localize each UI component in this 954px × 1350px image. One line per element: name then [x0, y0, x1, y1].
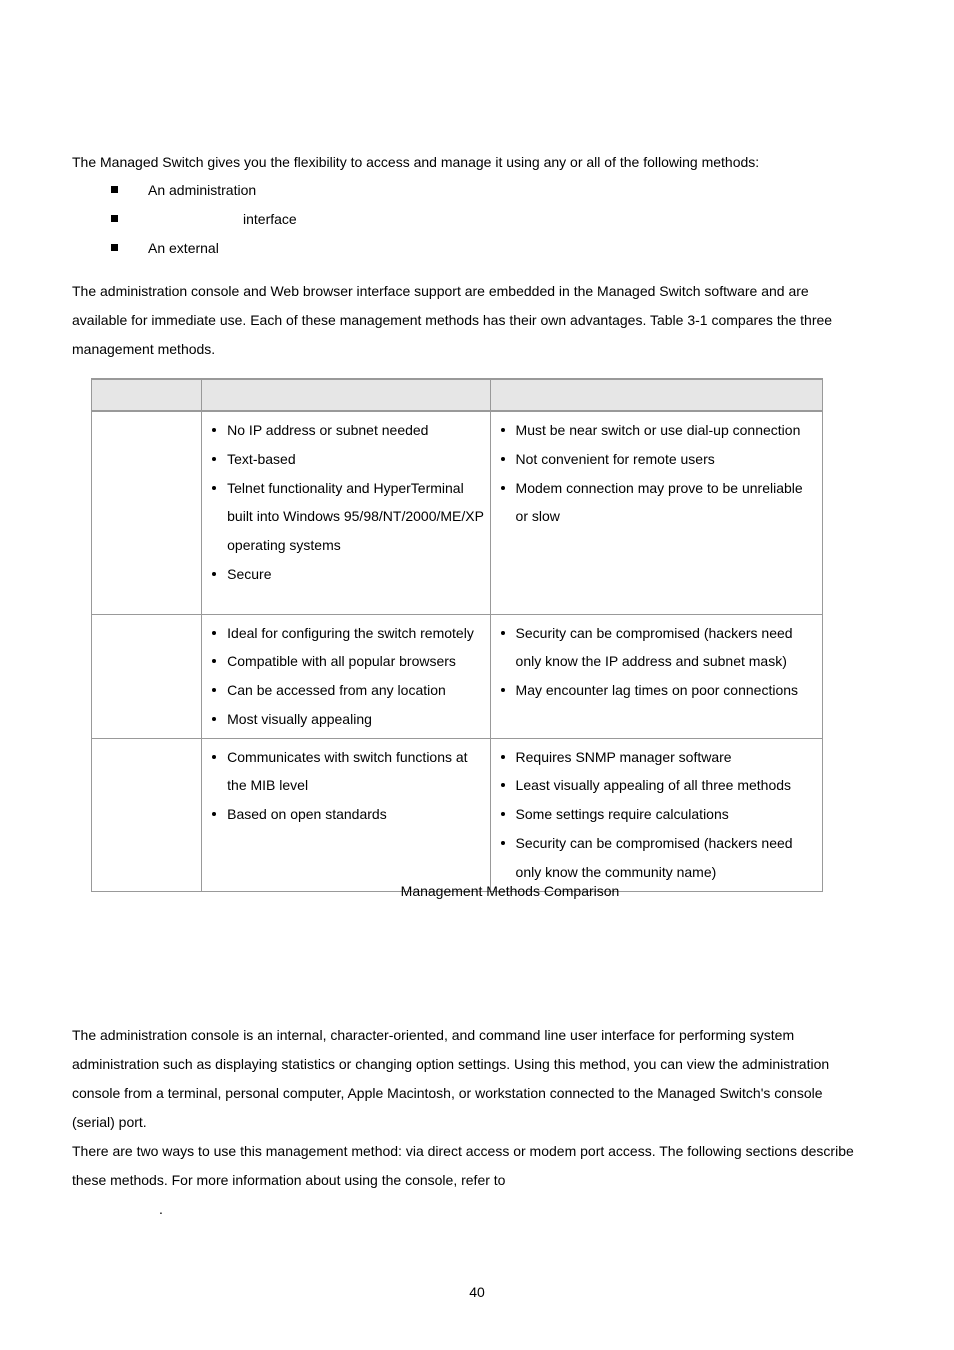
- paragraph-line: The administration console is an internal, character-oriented, and command line user interface for performing system: [72, 1027, 795, 1043]
- advantages-cell: [202, 738, 490, 891]
- advantages-cell: [202, 614, 490, 738]
- paragraph-line: (serial) port.: [72, 1114, 147, 1130]
- intro-text: The Managed Switch gives you the flexibility to access and manage it using any or all of the following methods:: [72, 154, 760, 170]
- header-cell-disadvantages: [490, 379, 822, 411]
- advantages-cell: [202, 411, 490, 614]
- table-header-row: [92, 379, 823, 411]
- paragraph-line: There are two ways to use this management method: via direct access or modem port access. The following sections describe: [72, 1143, 854, 1159]
- advantages-list: [202, 739, 489, 833]
- paragraph-line: available for immediate use. Each of these management methods has their own advantages. Table 3-1 compares the three: [72, 312, 833, 328]
- header-cell-method: [92, 379, 202, 411]
- table-caption: Management Methods Comparison: [400, 883, 620, 899]
- comparison-table: [91, 378, 823, 892]
- paragraph-line: The administration console and Web browser interface support are embedded in the Managed Switch software and are: [72, 283, 809, 299]
- list-item: Modem connection may prove to be unreliable or slow: [491, 474, 818, 532]
- advantages-list: [202, 615, 489, 738]
- list-item: Can be accessed from any location: [202, 676, 485, 705]
- page-number: 40: [469, 1284, 485, 1300]
- header-cell-advantages: [202, 379, 490, 411]
- list-item: Security can be compromised (hackers need only know the IP address and subnet mask): [491, 619, 818, 677]
- list-item: Most visually appealing: [202, 705, 485, 734]
- list-item: Based on open standards: [202, 800, 485, 829]
- disadvantages-list: [491, 615, 822, 709]
- table-row: [92, 614, 823, 738]
- list-item: Not convenient for remote users: [491, 445, 818, 474]
- list-item: Text-based: [202, 445, 485, 474]
- bullet-item: An external: [148, 240, 219, 256]
- trailing-period: .: [159, 1201, 163, 1217]
- paragraph-line: these methods. For more information about using the console, refer to: [72, 1172, 506, 1188]
- disadvantages-cell: [490, 614, 822, 738]
- list-item: Communicates with switch functions at the MIB level: [202, 743, 485, 801]
- list-item: Requires SNMP manager software: [491, 743, 818, 772]
- list-item: Compatible with all popular browsers: [202, 647, 485, 676]
- list-item: Least visually appealing of all three methods: [491, 771, 818, 800]
- disadvantages-cell: [490, 738, 822, 891]
- list-item: Some settings require calculations: [491, 800, 818, 829]
- bullet-item: An administration: [148, 182, 257, 198]
- advantages-list: [202, 412, 489, 593]
- square-bullet-icon: [111, 244, 118, 251]
- square-bullet-icon: [111, 186, 118, 193]
- list-item: May encounter lag times on poor connections: [491, 676, 818, 705]
- square-bullet-icon: [111, 215, 118, 222]
- disadvantages-list: [491, 412, 822, 535]
- disadvantages-list: [491, 739, 822, 891]
- bullet-item: interface: [243, 211, 297, 227]
- method-cell: [92, 738, 202, 891]
- list-item: Must be near switch or use dial-up connection: [491, 416, 818, 445]
- paragraph-line: console from a terminal, personal computer, Apple Macintosh, or workstation connected to the Managed Switch's console: [72, 1085, 823, 1101]
- list-item: Security can be compromised (hackers need only know the community name): [491, 829, 818, 887]
- paragraph-line: management methods.: [72, 341, 216, 357]
- list-item: Ideal for configuring the switch remotely: [202, 619, 485, 648]
- paragraph-line: administration such as displaying statistics or changing option settings. Using this method, you can view the administration: [72, 1056, 830, 1072]
- list-item: Telnet functionality and HyperTerminal built into Windows 95/98/NT/2000/ME/XP operating systems: [202, 474, 485, 560]
- method-cell: [92, 614, 202, 738]
- list-item: Secure: [202, 560, 485, 589]
- disadvantages-cell: [490, 411, 822, 614]
- method-cell: [92, 411, 202, 614]
- table-row: [92, 738, 823, 891]
- table-row: [92, 411, 823, 614]
- list-item: No IP address or subnet needed: [202, 416, 485, 445]
